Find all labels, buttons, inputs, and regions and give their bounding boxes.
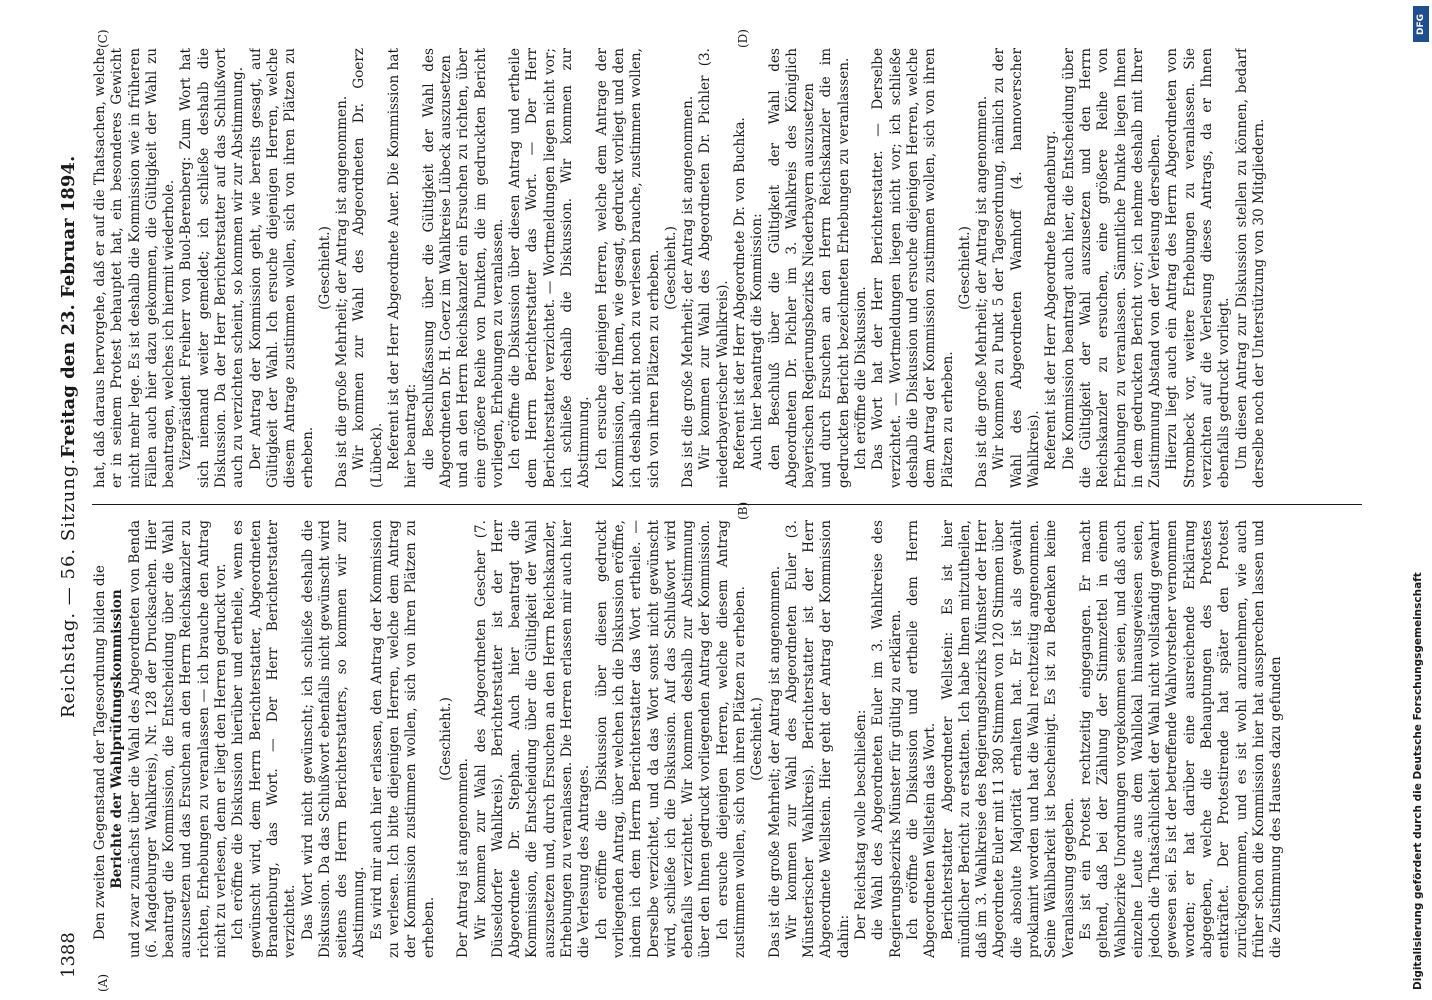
paragraph: Referent ist der Herr Abgeordnete Dr. von Buchka.	[731, 117, 748, 470]
paragraph: den Beschluß über die Gültigkeit der Wahl des Abgeordneten Dr. Pichler im 3. Wahlkreis des Königlich bayerischen Regierungsbezirks Niederbayern auszusetzen	[766, 48, 818, 488]
column-divider	[92, 504, 1362, 505]
paragraph: Ich ersuche diejenigen Herren, welche diesem Antrag zustimmen wollen, sich von ihren Plätzen zu erheben.	[714, 520, 748, 958]
rotated-page	[52, 29, 1372, 992]
paragraph: Ich eröffne die Diskussion und ertheile dem Herrn Abgeordneten Wellstein das Wort.	[904, 520, 939, 958]
paragraph: Wir kommen zur Wahl des Abgeordneten Dr. Goerz (Lübeck).	[351, 48, 385, 488]
paragraph: Vizepräsident Freiherr von Buol-Berenberg: Zum Wort hat sich niemand weiter gemeldet; ich schließe deshalb die Diskussion. Da der Herr Berichterstatter auf das Schlußwort auch zu verzichten scheint, so kommen wir zur Abstimmung.	[178, 48, 247, 488]
paragraph: Hierzu liegt auch ein Antrag des Herrn Abgeordneten von Strombeck vor, weitere Erhebungen zu veranlassen. Sie verzichten auf die Verlesung dieses Antrags, da er Ihnen ebenfalls gedruckt vorliegt.	[1164, 48, 1233, 488]
paragraph: die Wahl des Abgeordneten Euler im 3. Wahlkreise des Regierungsbezirks Münster für gültig zu erklären.	[870, 520, 904, 958]
session-title: Reichstag. — 56. Sitzung.	[57, 457, 79, 718]
paragraph: die Beschlußfassung über die Gültigkeit der Wahl des Abgeordneten Dr. H. Goerz im Wahlkreise Lübeck auszusetzen	[420, 48, 454, 488]
paragraph: Wir kommen zur Wahl des Abgeordneten Gescher (7. Düsseldorfer Wahlkreis). Berichterstatter ist der Herr Abgeordnete Dr. Stephan. Auch hier beantragt die Kommission, die Entscheidung über die Gültigkeit der Wahl auszusetzen und, durch Ersuchen an den Herrn Reichskanzler, Erhebungen zu veranlassen. Die Herren erlassen mir auch hier die Verlesung des Antrages.	[472, 520, 593, 958]
paragraph: Das ist die große Mehrheit; der Antrag ist angenommen.	[334, 95, 351, 488]
paragraph: Das Wort hat der Herr Berichterstatter. — Derselbe verzichtet. — Wortmeldungen liegen nicht vor; ich schließe deshalb die Diskussion und ersuche diejenigen Herren, welche dem Antrag der Kommission zustimmen wollen, sich von ihren Plätzen zu erheben.	[870, 48, 956, 488]
page-number: 1388	[57, 932, 79, 978]
left-column	[92, 520, 1372, 958]
paragraph: hat, daß daraus hervorgehe, daß er auf die Thatsachen, welche er in seinem Protest behauptet hat, ein besonderes Gewicht nicht mehr lege. Es ist deshalb die Kommission wie in früheren Fällen auch hier dazu gekommen, die Gültigkeit der Wahl zu beantragen, welches ich hiermit wiederhole.	[92, 48, 178, 488]
paragraph: und zwar zunächst über die Wahl des Abgeordneten von Benda (6. Magdeburger Wahlkreis), Nr. 128 der Drucksachen. Hier beantragt die Kommission, die Entscheidung über die Wahl auszusetzen und das Ersuchen an den Herrn Reichskanzler zu richten, Erhebungen zu veranlassen — ich brauche den Antrag nicht zu verlesen, denn er liegt den Herren gedruckt vor.	[126, 520, 230, 958]
paragraph: Wir kommen zu Punkt 5 der Tagesordnung, nämlich zu der Wahl des Abgeordneten Wamhoff (4. hannoverscher Wahlkreis).	[991, 48, 1043, 488]
margin-marker-d: (D)	[736, 29, 750, 48]
paragraph: und an den Herrn Reichskanzler ein Ersuchen zu richten, über eine größere Reihe von Punkten, die im gedruckten Bericht vorliegen, Erhebungen zu veranlassen.	[455, 48, 506, 488]
paragraph: Wir kommen zur Wahl des Abgeordneten Euler (3. Münsterischer Wahlkreis). Berichterstatter ist der Herr Abgeordnete Wellstein. Hier geht der Antrag der Kommission dahin:	[783, 520, 852, 958]
paragraph: Referent ist der Herr Abgeordnete Auer. Die Kommission hat hier beantragt:	[386, 48, 420, 488]
paragraph: Das ist die große Mehrheit; der Antrag ist angenommen.	[974, 95, 991, 488]
paragraph: (Geschieht.)	[749, 697, 766, 781]
paragraph: Die Kommission beantragt auch hier, die Entscheidung über die Gültigkeit der Wahl auszusetzen und den Herrn Reichskanzler zu ersuchen, eine größere Reihe von Erhebungen zu veranlassen. Sämmtliche Punkte liegen Ihnen in dem gedruckten Bericht vor; ich nehme deshalb mit Ihrer Zustimmung Abstand von der Verlesung derselben.	[1060, 48, 1164, 488]
paragraph: Berichte der Wahlprüfungskommission	[109, 589, 126, 889]
paragraph: Um diesen Antrag zur Diskussion stellen zu können, bedarf derselbe noch der Unterstützung von 30 Mitgliedern.	[1233, 48, 1267, 488]
paragraph: Das Wort wird nicht gewünscht; ich schließe deshalb die Diskussion. Da das Schlußwort ebenfalls nicht gewünscht wird seitens des Herrn Berichterstatters, so kommen wir zur Abstimmung.	[299, 520, 368, 958]
paragraph: Ich eröffne die Diskussion hierüber und ertheile, wenn es gewünscht wird, dem Herrn Berichterstatter, Abgeordneten Brandenburg, das Wort. — Der Herr Berichterstatter verzichtet.	[230, 520, 299, 958]
digitization-note: Digitalisierung gefördert durch die Deutsche Forschungsgemeinschaft	[1412, 572, 1424, 990]
paragraph: (Geschieht.)	[316, 226, 333, 310]
margin-marker-a: (A)	[96, 973, 110, 992]
paragraph: und durch Ersuchen an den Herrn Reichskanzler die im gedruckten Bericht bezeichneten Erhebungen zu veranlassen.	[818, 48, 852, 488]
paragraph: Ich eröffne die Diskussion über diesen gedruckt vorliegenden Antrag, über welchen ich die Diskussion eröffne, indem ich dem Herrn Berichterstatter das Wort ertheile. — Derselbe verzichtet, und da das Wort sonst nicht gewünscht wird, schließe ich die Diskussion. Auf das Schlußwort wird ebenfalls verzichtet. Wir kommen deshalb zur Abstimmung über den Ihnen gedruckt vorliegenden Antrag der Kommission.	[593, 520, 714, 958]
paragraph: Es ist ein Protest rechtzeitig eingegangen. Er macht geltend, daß bei der Zählung der Stimmzettel in einem Wahlbezirke Unordnungen vorgekommen seien, und daß auch einzelne Leute aus dem Wahllokal hinausgewiesen seien, jedoch die Thatsächlichkeit der Wahl nicht vollständig gewahrt gewesen sei. Es ist der betreffende Wahlvorsteher vernommen worden; er hat darüber eine ausreichende Erklärung abgegeben, welche die Behauptungen des Protestes entkräftet. Der Protestirende hat später den Protest zurückgenommen, und es ist wohl anzunehmen, wie auch früher schon die Kommission hier hat aussprechen lassen und die Zustimmung des Hauses dazu gefunden	[1077, 520, 1285, 958]
paragraph: Ich ersuche diejenigen Herren, welche dem Antrage der Kommission, der Ihnen, wie gesagt, gedruckt vorliegt und den ich deshalb nicht noch zu verlesen brauche, zustimmen wollen, sich von ihren Plätzen zu erheben.	[593, 48, 662, 488]
paragraph: Referent ist der Herr Abgeordnete Brandenburg.	[1043, 130, 1060, 470]
dfg-logo: DFG	[1413, 6, 1429, 42]
paragraph: Es wird mir auch hier erlassen, den Antrag der Kommission zu verlesen. Ich bitte diejenigen Herren, welche dem Antrag der Kommission zustimmen wollen, sich von ihren Plätzen zu erheben.	[368, 520, 437, 958]
paragraph: Ich eröffne die Diskussion.	[853, 286, 870, 470]
paragraph: (Geschieht.)	[956, 226, 973, 310]
paragraph: Ich eröffne die Diskussion über diesen Antrag und ertheile dem Herrn Berichterstatter das Wort. — Der Herr Berichterstatter verzichtet. — Wortmeldungen liegen nicht vor; ich schließe deshalb die Diskussion. Wir kommen zur Abstimmung.	[507, 48, 593, 488]
paragraph: Der Antrag der Kommission geht, wie bereits gesagt, auf Gültigkeit der Wahl. Ich ersuche diejenigen Herren, welche diesem Antrage zustimmen wollen, sich von ihren Plätzen zu erheben.	[247, 48, 316, 488]
paragraph: Wir kommen zur Wahl des Abgeordneten Dr. Pichler (3. niederbayerischer Wahlkreis).	[697, 48, 731, 488]
paragraph: Auch hier beantragt die Kommission:	[749, 213, 766, 470]
paragraph: Das ist die große Mehrheit; der Antrag ist angenommen.	[680, 95, 697, 488]
margin-marker-c: (C)	[96, 29, 110, 48]
paragraph: Der Antrag ist angenommen.	[455, 758, 472, 958]
paragraph: Das ist die große Mehrheit; der Antrag ist angenommen.	[766, 565, 783, 958]
margin-marker-b: (B)	[736, 501, 750, 520]
paragraph: Den zweiten Gegenstand der Tagesordnung bilden die	[92, 565, 108, 940]
digitization-sidebar	[1410, 0, 1432, 1000]
paragraph: (Geschieht.)	[662, 226, 679, 310]
paragraph: (Geschieht.)	[437, 697, 454, 781]
running-header	[52, 38, 84, 978]
paragraph: Der Reichstag wolle beschließen:	[853, 709, 870, 940]
right-column	[92, 48, 1372, 488]
paragraph: Berichterstatter Abgeordneter Wellstein: Es ist hier mündlicher Bericht zu erstatten. Ich habe Ihnen mitzutheilen, daß im 3. Wahlkreise des Regierungsbezirks Münster der Herr Abgeordnete Euler mit 11 380 Stimmen von 120 Stimmen über die absolute Majorität erhalten hat. Er ist als gewählt proklamirt worden und hat die Wahl rechtzeitig angenommen. Seine Wählbarkeit ist bescheinigt. Es ist zu Bedenken keine Veranlassung gegeben.	[939, 520, 1077, 958]
session-date: Freitag den 23. Februar 1894.	[57, 155, 79, 458]
